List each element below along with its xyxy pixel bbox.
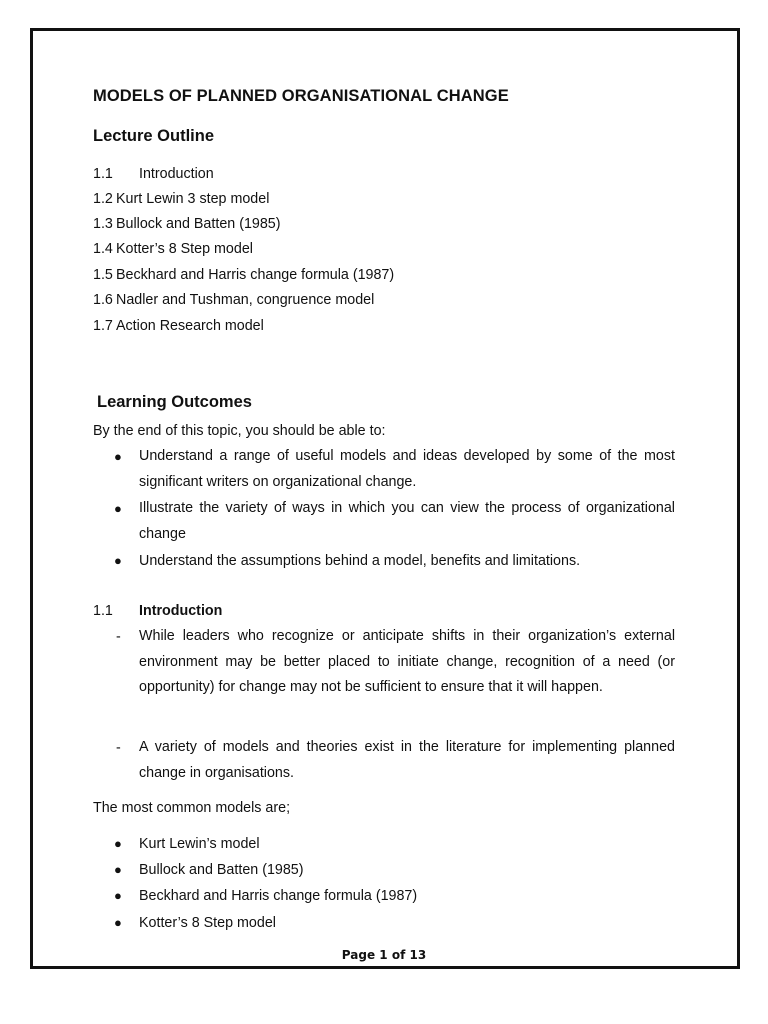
bullet-icon: ●	[114, 836, 122, 851]
lecture-outline-heading: Lecture Outline	[93, 127, 215, 145]
current-page: 1	[379, 948, 388, 962]
outline-item-number: 1.6	[93, 292, 113, 308]
dash-marker: -	[116, 629, 121, 645]
document-title: MODELS OF PLANNED ORGANISATIONAL CHANGE	[93, 87, 509, 105]
model-item: Bullock and Batten (1985)	[139, 862, 304, 878]
model-item: Kurt Lewin’s model	[139, 836, 260, 852]
bullet-icon: ●	[114, 862, 122, 877]
bullet-icon: ●	[114, 501, 122, 516]
model-item: Kotter’s 8 Step model	[139, 915, 276, 931]
section-number: 1.1	[93, 603, 113, 619]
section-heading: Introduction	[139, 603, 223, 619]
learning-outcomes-heading: Learning Outcomes	[97, 393, 252, 411]
outline-item-text: Introduction	[139, 166, 214, 182]
model-item: Beckhard and Harris change formula (1987)	[139, 888, 418, 904]
page-footer	[0, 948, 768, 962]
models-intro: The most common models are;	[93, 800, 291, 816]
page-label: Page	[341, 948, 376, 962]
dash-marker: -	[116, 740, 121, 756]
total-pages: 13	[409, 948, 427, 962]
outcome-item: Illustrate the variety of ways in which you can view the process of organizational change	[139, 500, 675, 542]
outcome-item: Understand a range of useful models and ideas developed by some of the most significant writers on organizational change.	[139, 448, 675, 490]
outline-item-number: 1.4	[93, 241, 113, 257]
intro-point: A variety of models and theories exist in the literature for implementing planned change in organisations.	[139, 739, 675, 781]
outline-item-text: Nadler and Tushman, congruence model	[116, 292, 375, 308]
outline-item-text: Bullock and Batten (1985)	[116, 216, 281, 232]
outline-item-number: 1.7	[93, 318, 113, 334]
outline-item-text: Beckhard and Harris change formula (1987)	[116, 267, 395, 283]
outline-item-number: 1.2	[93, 191, 113, 207]
bullet-icon: ●	[114, 553, 122, 568]
outcome-item: Understand the assumptions behind a model, benefits and limitations.	[139, 553, 581, 569]
intro-point: While leaders who recognize or anticipate shifts in their organization’s external environment may be better placed to initiate change, recognition of a need (or opportunity) for change may not be sufficient to ensure that it will happen.	[139, 628, 675, 695]
outline-item-number: 1.5	[93, 267, 113, 283]
page-of-label: of	[391, 948, 406, 962]
outcomes-intro: By the end of this topic, you should be able to:	[93, 423, 386, 439]
bullet-icon: ●	[114, 449, 122, 464]
outline-item-text: Kurt Lewin 3 step model	[116, 191, 270, 207]
bullet-icon: ●	[114, 915, 122, 930]
outline-item-text: Action Research model	[116, 318, 264, 334]
bullet-icon: ●	[114, 888, 122, 903]
outline-item-number: 1.3	[93, 216, 113, 232]
outline-item-text: Kotter’s 8 Step model	[116, 241, 253, 257]
outline-item-number: 1.1	[93, 166, 113, 182]
